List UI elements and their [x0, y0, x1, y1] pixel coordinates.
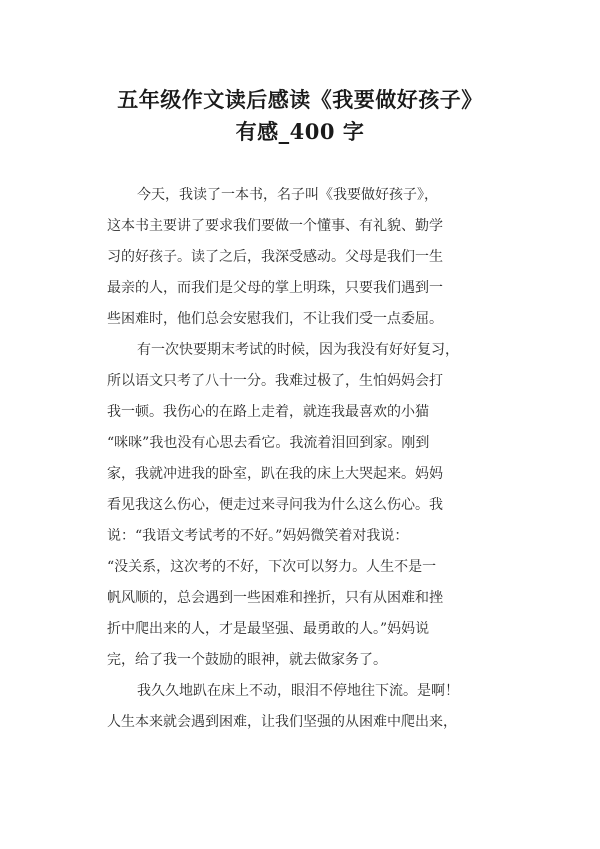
text-line: 习的好孩子。读了之后，我深受感动。父母是我们一生	[107, 249, 443, 265]
text-line: 看见我这么伤心，便走过来寻问我为什么这么伤心。我	[107, 497, 443, 513]
text-line: 说：“我语文考试考的不好。”妈妈微笑着对我说：	[107, 528, 409, 544]
text-line: 些困难时，他们总会安慰我们，不让我们受一点委屈。	[107, 311, 443, 327]
text-line: 我久久地趴在床上不动，眼泪不停地往下流。是啊！	[137, 683, 459, 699]
text-line: 所以语文只考了八十一分。我难过极了，生怕妈妈会打	[107, 373, 443, 389]
text-line: 人生本来就会遇到困难，让我们坚强的从困难中爬出来，	[107, 714, 457, 730]
text-line: 折中爬出来的人，才是最坚强、最勇敢的人。”妈妈说	[107, 621, 430, 637]
text-line: 我一顿。我伤心的在路上走着，就连我最喜欢的小猫	[107, 404, 429, 420]
text-line: “没关系，这次考的不好，下次可以努力。人生不是一	[107, 559, 437, 575]
text-line: 最亲的人，而我们是父母的掌上明珠，只要我们遇到一	[107, 280, 443, 296]
text-line: 家，我就冲进我的卧室，趴在我的床上大哭起来。妈妈	[107, 466, 443, 482]
text-line: 帆风顺的，总会遇到一些困难和挫折，只有从困难和挫	[107, 590, 443, 606]
text-line: 这本书主要讲了要求我们要做一个懂事、有礼貌、勤学	[107, 218, 443, 234]
document-title-line-2: 有感_400 字	[235, 119, 365, 144]
text-line: 今天，我读了一本书，名子叫《我要做好孩子》，	[137, 187, 438, 203]
text-line: “咪咪”我也没有心思去看它。我流着泪回到家。刚到	[107, 435, 430, 451]
text-line: 有一次快要期末考试的时候，因为我没有好好复习，	[137, 342, 459, 358]
text-line: 完，给了我一个鼓励的眼神，就去做家务了。	[107, 652, 387, 668]
document-body	[107, 180, 502, 738]
document-title-line-1: 五年级作文读后感读《我要做好孩子》	[117, 87, 483, 112]
